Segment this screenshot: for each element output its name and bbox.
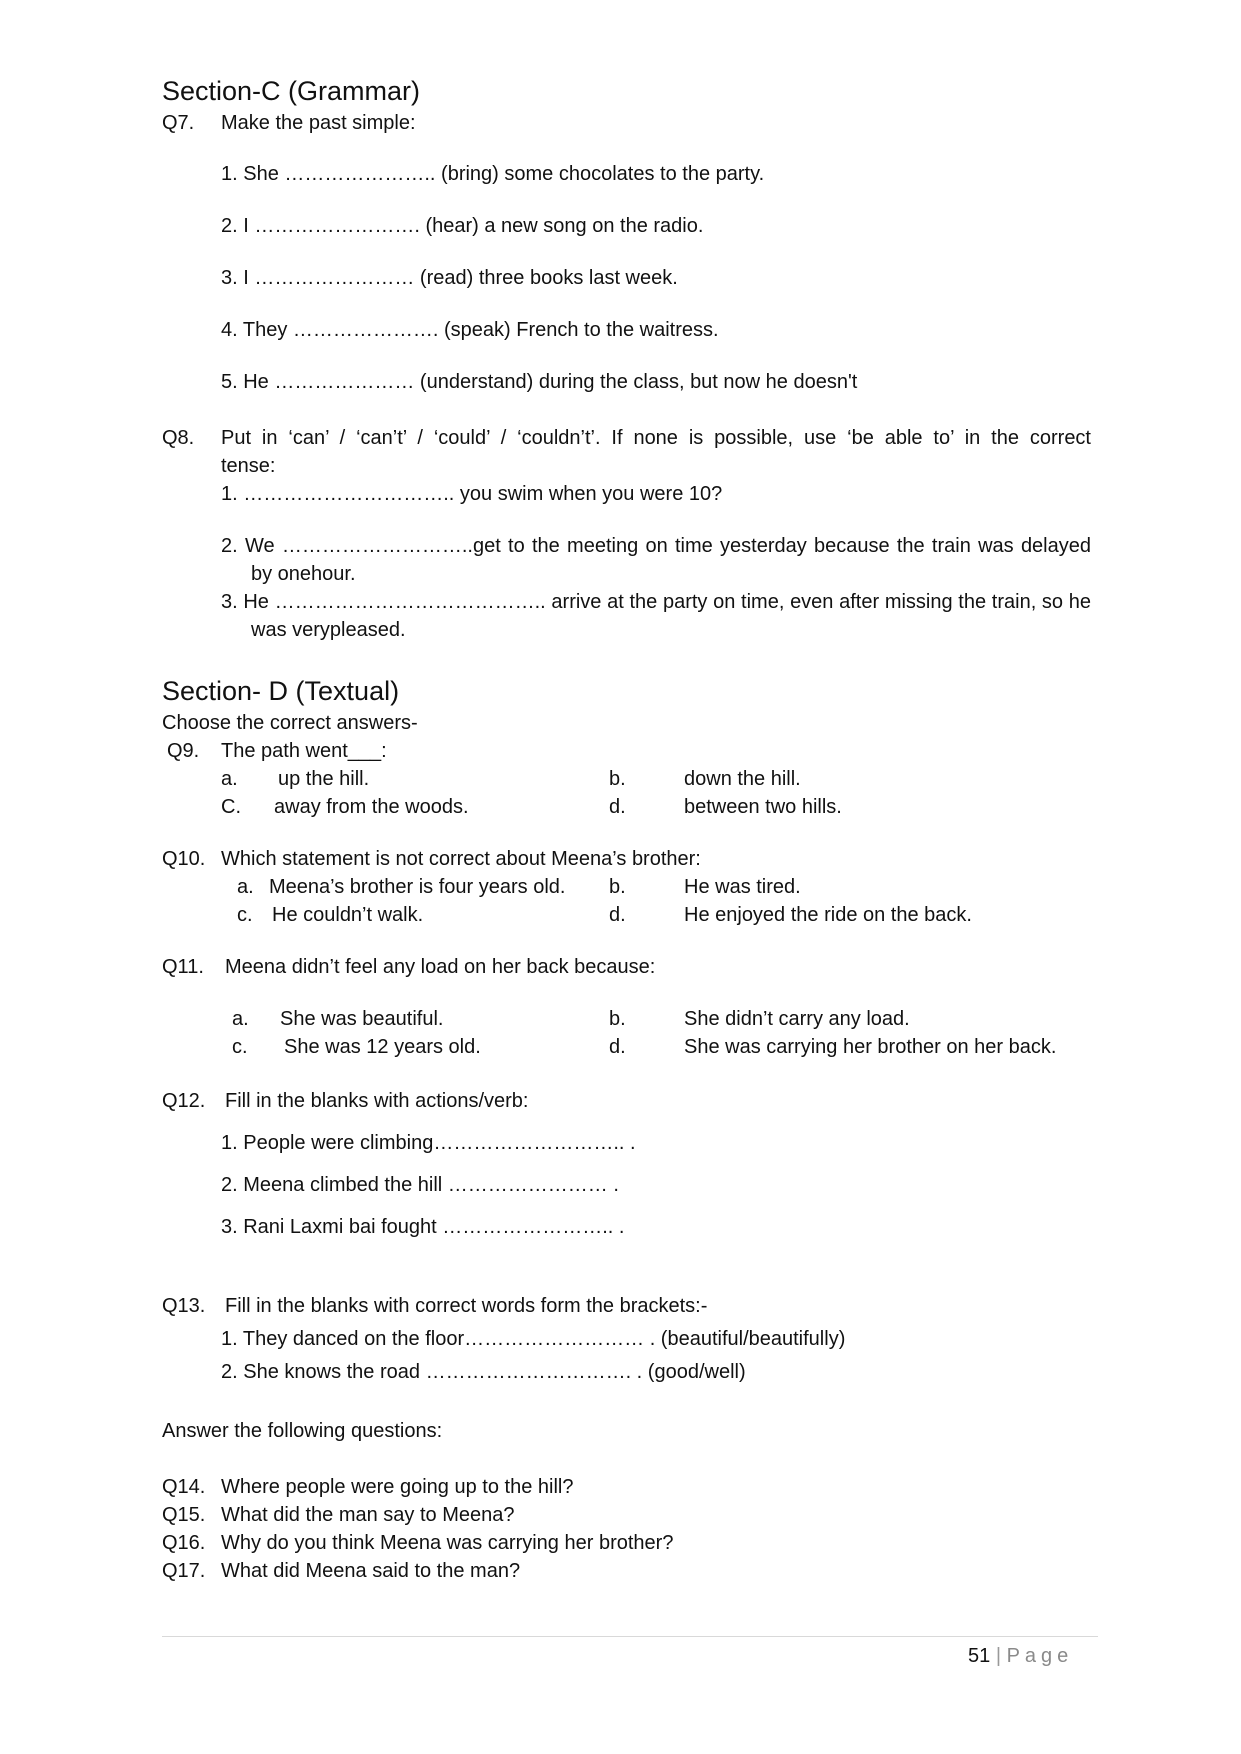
q14-text: Where people were going up to the hill? — [221, 1476, 574, 1498]
q10-text: Which statement is not correct about Meena’s brother: — [221, 848, 701, 870]
page-label: Page — [1006, 1645, 1074, 1667]
q11-option-b-letter: b. — [609, 1008, 626, 1030]
section-d-title: Section- D (Textual) — [162, 676, 400, 706]
q14-number: Q14. — [162, 1476, 206, 1498]
q9-text: The path went___: — [221, 740, 387, 762]
q12-item-1: 1. People were climbing……………………….. . — [221, 1132, 636, 1154]
q8-item-1: 1. ………………………….. you swim when you were 10? — [221, 483, 723, 505]
q10-option-b-text: He was tired. — [684, 876, 801, 898]
q10-option-a-letter: a. — [237, 876, 254, 898]
q13-text: Fill in the blanks with correct words form the brackets:- — [225, 1295, 708, 1317]
page-number: 51 — [968, 1645, 991, 1667]
q10-number: Q10. — [162, 848, 206, 870]
q11-number: Q11. — [162, 956, 204, 978]
q11-text: Meena didn’t feel any load on her back because: — [225, 956, 656, 978]
q8-item-3-line-2: was verypleased. — [251, 619, 406, 641]
q12-number: Q12. — [162, 1090, 206, 1112]
q12-item-2: 2. Meena climbed the hill …………………… . — [221, 1174, 619, 1196]
q11-option-a-text: She was beautiful. — [280, 1008, 444, 1030]
q11-option-d-letter: d. — [609, 1036, 626, 1058]
q9-option-a-letter: a. — [221, 768, 238, 790]
q15-number: Q15. — [162, 1504, 206, 1526]
q12-text: Fill in the blanks with actions/verb: — [225, 1090, 529, 1112]
q7-item-4: 4. They …………………. (speak) French to the waitress. — [221, 319, 719, 341]
q7-text: Make the past simple: — [221, 112, 416, 134]
q8-item-2-line-2: by onehour. — [251, 563, 356, 585]
q7-item-5: 5. He ………………… (understand) during the class, but now he doesn't — [221, 371, 858, 393]
q9-number: Q9. — [167, 740, 200, 762]
q11-option-c-text: She was 12 years old. — [284, 1036, 481, 1058]
q7-item-1: 1. She ………………….. (bring) some chocolates to the party. — [221, 163, 765, 185]
q9-option-a-text: up the hill. — [278, 768, 370, 790]
q7-item-3: 3. I …………………… (read) three books last week. — [221, 267, 678, 289]
q9-option-c-text: away from the woods. — [274, 796, 469, 818]
q11-option-b-text: She didn’t carry any load. — [684, 1008, 910, 1030]
q8-item-3-line-1: 3. He ………………………………….. arrive at the party on time, even after missing the train, so he — [221, 591, 1091, 613]
q8-text-line-2: tense: — [221, 455, 276, 477]
section-d-intro: Choose the correct answers- — [162, 712, 418, 734]
q13-item-1: 1. They danced on the floor……………………… . (beautiful/beautifully) — [221, 1328, 846, 1350]
q16-text: Why do you think Meena was carrying her brother? — [221, 1532, 674, 1554]
q9-option-c-letter: C. — [221, 796, 241, 818]
q9-option-d-text: between two hills. — [684, 796, 842, 818]
q8-item-2-line-1: 2. We ………………………..get to the meeting on time yesterday because the train was delayed — [221, 535, 1091, 557]
page-footer — [968, 1646, 1073, 1666]
page-separator: | — [995, 1645, 1002, 1667]
q15-text: What did the man say to Meena? — [221, 1504, 515, 1526]
q12-item-3: 3. Rani Laxmi bai fought …………………….. . — [221, 1216, 625, 1238]
q17-text: What did Meena said to the man? — [221, 1560, 521, 1582]
q9-option-b-letter: b. — [609, 768, 626, 790]
section-c-title: Section-C (Grammar) — [162, 76, 421, 106]
q17-number: Q17. — [162, 1560, 206, 1582]
q16-number: Q16. — [162, 1532, 206, 1554]
q11-option-c-letter: c. — [232, 1036, 248, 1058]
q11-option-d-text: She was carrying her brother on her back. — [684, 1036, 1057, 1058]
q7-item-2: 2. I ……………………. (hear) a new song on the radio. — [221, 215, 704, 237]
q10-option-d-text: He enjoyed the ride on the back. — [684, 904, 972, 926]
q13-number: Q13. — [162, 1295, 206, 1317]
q9-option-b-text: down the hill. — [684, 768, 801, 790]
q10-option-a-text: Meena’s brother is four years old. — [269, 876, 566, 898]
q10-option-c-letter: c. — [237, 904, 253, 926]
q10-option-d-letter: d. — [609, 904, 626, 926]
q10-option-c-text: He couldn’t walk. — [272, 904, 424, 926]
q7-number: Q7. — [162, 112, 195, 134]
q11-option-a-letter: a. — [232, 1008, 249, 1030]
answer-intro: Answer the following questions: — [162, 1420, 443, 1442]
footer-divider — [162, 1636, 1098, 1637]
q13-item-2: 2. She knows the road …………………………. . (good/well) — [221, 1361, 746, 1383]
q10-option-b-letter: b. — [609, 876, 626, 898]
q8-number: Q8. — [162, 427, 195, 449]
q9-option-d-letter: d. — [609, 796, 626, 818]
q8-text-line-1: Put in ‘can’ / ‘can’t’ / ‘could’ / ‘couldn’t’. If none is possible, use ‘be able to’ in the correct — [221, 427, 1091, 449]
